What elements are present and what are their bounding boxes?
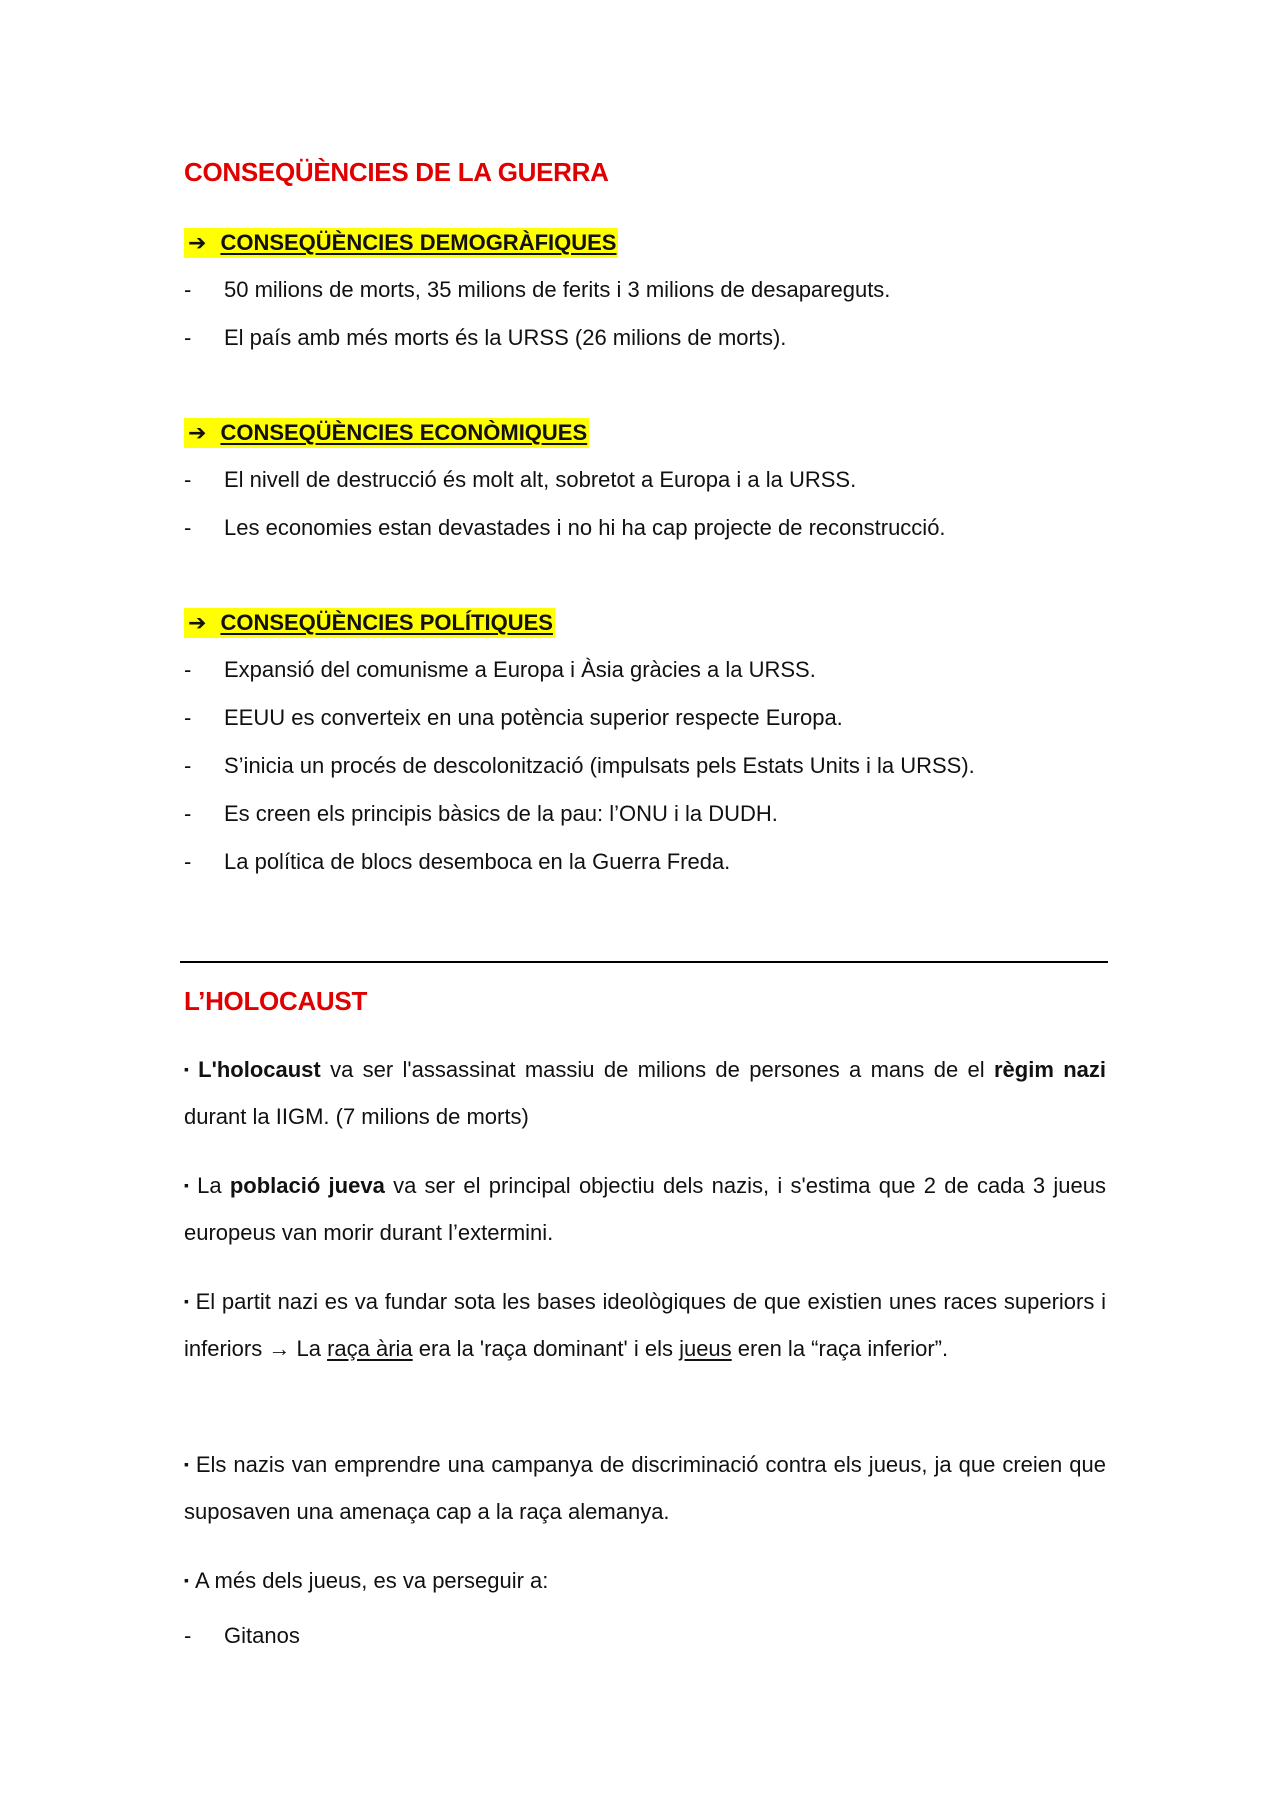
section-divider	[180, 961, 1108, 963]
paragraph-nazi-ideology	[184, 1278, 1106, 1372]
arrow-right-icon: ➔	[188, 610, 207, 635]
paragraph-jewish-population	[184, 1162, 1106, 1256]
list-item-text: El país amb més morts és la URSS (26 milions de morts).	[224, 325, 787, 350]
term-holocaust: L'holocaust	[198, 1057, 321, 1082]
list-item-text: Gitanos	[224, 1623, 300, 1648]
bullet-square-icon: ▪	[184, 1456, 190, 1472]
dash-marker: -	[184, 515, 192, 540]
text: va ser l'assassinat massiu de milions de persones a mans de el	[320, 1057, 994, 1082]
dash-marker: -	[184, 753, 192, 778]
dash-marker: -	[184, 467, 192, 492]
subheading-economic	[184, 418, 589, 448]
text: eren la “raça inferior”.	[731, 1336, 949, 1361]
paragraph-persecuted-groups	[184, 1557, 1106, 1604]
subheading-label: CONSEQÜÈNCIES ECONÒMIQUES	[220, 420, 588, 445]
subheading-political	[184, 608, 555, 638]
list-item-text: 50 milions de morts, 35 milions de ferits i 3 milions de desapareguts.	[224, 277, 891, 302]
dash-marker: -	[184, 277, 192, 302]
highlight	[184, 608, 555, 638]
text: A més dels jueus, es va perseguir a:	[194, 1568, 549, 1593]
list-item-text: EEUU es converteix en una potència superior respecte Europa.	[224, 705, 843, 730]
paragraph-holocaust-definition	[184, 1046, 1106, 1140]
term-jewish-population: població jueva	[229, 1173, 385, 1198]
list-item-text: S’inicia un procés de descolonització (impulsats pels Estats Units i la URSS).	[224, 753, 975, 778]
bullet-square-icon: ▪	[184, 1293, 190, 1309]
term-nazi-regime: règim nazi	[993, 1057, 1106, 1082]
bullet-square-icon: ▪	[184, 1061, 193, 1077]
text: Els nazis van emprendre una campanya de discriminació contra els jueus, ja que creien que suposaven una amenaça cap a la raça alemanya.	[184, 1452, 1106, 1524]
list-item-text: Es creen els principis bàsics de la pau: l’ONU i la DUDH.	[224, 801, 778, 826]
subheading-demographic	[184, 228, 618, 258]
text: va ser el principal objectiu dels nazis, i s'estima que 2 de cada 3 jueus europeus van morir durant l’extermini.	[184, 1173, 1106, 1245]
dash-marker: -	[184, 801, 192, 826]
highlight	[184, 418, 589, 448]
text: durant la IIGM. (7 milions de morts)	[184, 1104, 529, 1129]
term-jews: jueus	[679, 1336, 732, 1361]
dash-marker: -	[184, 705, 192, 730]
list-item-text: Expansió del comunisme a Europa i Àsia gràcies a la URSS.	[224, 657, 816, 682]
paragraph-discrimination	[184, 1441, 1106, 1535]
dash-marker: -	[184, 325, 192, 350]
arrow-right-icon: →	[268, 1336, 291, 1361]
highlight	[184, 228, 618, 258]
bullet-square-icon: ▪	[184, 1177, 192, 1193]
section-title-holocaust: L’HOLOCAUST	[184, 986, 368, 1016]
term-aryan-race: raça ària	[327, 1336, 413, 1361]
arrow-right-icon: ➔	[188, 230, 207, 255]
text: La	[197, 1173, 230, 1198]
text: era la 'raça dominant' i els	[412, 1336, 680, 1361]
arrow-right-icon: ➔	[188, 420, 207, 445]
list-item-text: La política de blocs desemboca en la Guerra Freda.	[224, 849, 731, 874]
section-title-consequences: CONSEQÜÈNCIES DE LA GUERRA	[184, 157, 609, 187]
list-item-text: El nivell de destrucció és molt alt, sobretot a Europa i a la URSS.	[224, 467, 857, 492]
subheading-label: CONSEQÜÈNCIES DEMOGRÀFIQUES	[220, 230, 617, 255]
bullet-square-icon: ▪	[184, 1572, 189, 1588]
dash-marker: -	[184, 657, 192, 682]
text: El partit nazi es va fundar sota les bases ideològiques de que existien unes races superiors i inferiors	[184, 1289, 1106, 1361]
list-item-text: Les economies estan devastades i no hi ha cap projecte de reconstrucció.	[224, 515, 946, 540]
text: La	[290, 1336, 328, 1361]
dash-marker: -	[184, 1623, 192, 1648]
dash-marker: -	[184, 849, 192, 874]
subheading-label: CONSEQÜÈNCIES POLÍTIQUES	[220, 610, 553, 635]
